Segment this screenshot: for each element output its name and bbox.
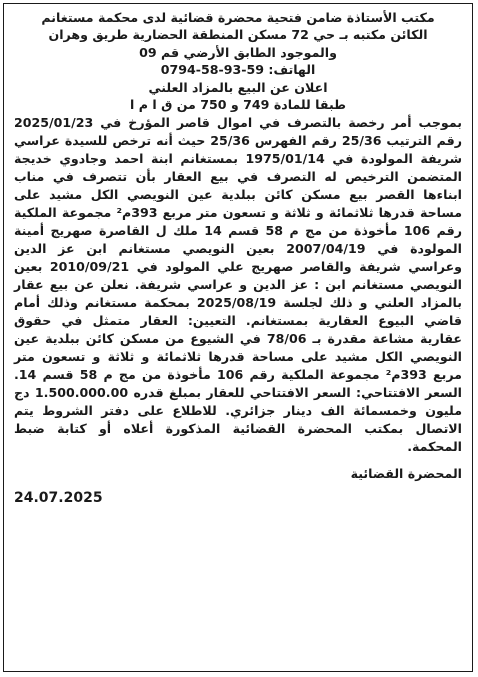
office-line: مكتب الأستاذة ضامن فتحية محضرة قضائية لدى محكمة مستغانم [41,10,435,25]
notice-date: 24.07.2025 [14,490,103,507]
address-line: الكائن مكتبه بـ حي 72 مسكن المنطقة الحضارية طريق وهران [48,27,428,43]
notice-header [14,9,462,113]
phone-line: الهاتف: 59-93-58-0794 [160,62,316,78]
signature-label: المحضرة القضائية [350,466,462,482]
notice-body: بموجب أمر رخصة بالتصرف في اموال قاصر المؤرخ في 2025/01/23 رقم الترتيب 25/36 رقم الفهرس 25/36 حيث أنه ترخص للسيدة عراسي شريفة المولودة في 1975/01/14 بمستغانم ابنة احمد وجادوي خديجة المتضمن الترخيص له التصرف في بيع العقار بأن تتصرف في مناب ابناءها القصر بيع مسكن كائن ببلدية عين النويصي الكل مشيد على مساحة قدرها ثلاثمائة و ثلاثة و تسعون متر مربع 393م² مجموعة الملكية رقم 106 مأخوذة من مج م 58 قسم 14 ملك ل القاصرة صهريج أمينة المولودة في 2007/04/19 بعين النويصي مستغانم ابن عز الدين وعراسي شريفة والقاصر صهريج علي المولود في 2010/09/21 بعين النويصي مستغانم ابن : عز الدين و عراسي شريفة. نعلن عن بيع عقار بالمزاد العلني و ذلك لجلسة 2025/08/19 بمحكمة مستغانم وذلك أمام قاضي البيوع العقارية بمستغانم. التعيين: العقار متمثل في حقوق عقارية مشاعة مقدرة بـ 78/06 في الشيوع من مسكن كائن ببلدية عين النويصي الكل مشيد على مساحة قدرها ثلاثمائة و ثلاثة و تسعون متر مربع 393م² مجموعة الملكية رقم 106 مأخوذة من مج م 58 قسم 14. السعر الافتتاحي: السعر الافتتاحي للعقار بمبلغ قدره 1.500.000.00 دج مليون وخمسمائة الف دينار جزائري. للاطلاع على دفتر الشروط يتم الاتصال بمكتب المحضرة القضائية المذكورة أعلاه أو كتابة ضبط المحكمة. [14,115,462,455]
legal-basis-line: طبقا للمادة 749 و 750 من ق ا م ا [130,97,346,113]
legal-notice [3,3,473,672]
notice-footer [14,462,462,510]
announcement-title: اعلان عن البيع بالمزاد العلني [148,79,328,95]
floor-line: والموجود الطابق الأرضي قم 09 [139,44,337,60]
